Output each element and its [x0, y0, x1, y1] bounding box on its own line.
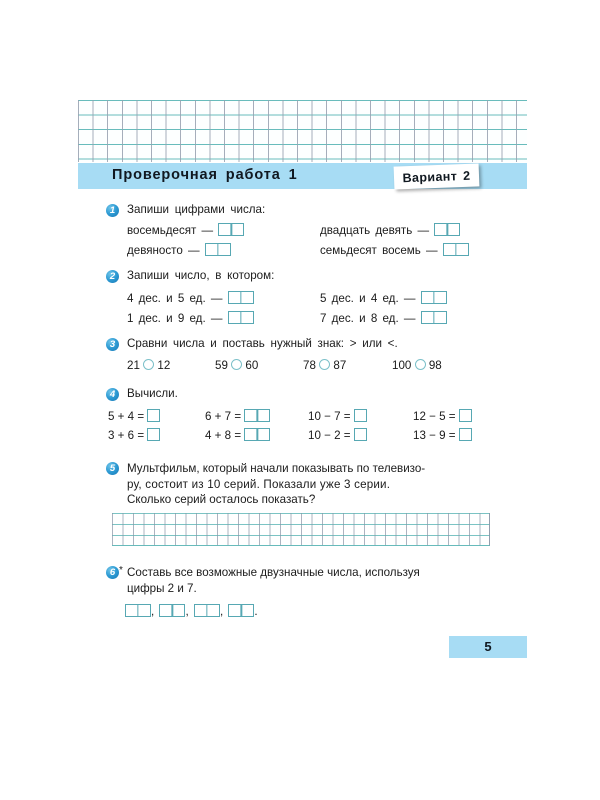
- task-6-text: [127, 565, 505, 596]
- answer-separator: ,: [219, 605, 224, 618]
- task-2-item-4-label: 7 дес. и 8 ед. —: [320, 312, 416, 325]
- task-1-title: Запиши цифрами числа:: [127, 203, 266, 216]
- sign-circle[interactable]: [415, 359, 426, 370]
- equation-expression: 10 − 7 =: [308, 410, 351, 423]
- task-5-text: [127, 461, 505, 508]
- answer-box-2cell[interactable]: [244, 428, 270, 441]
- compare-left-value: 78: [303, 359, 316, 372]
- answer-box-2cell[interactable]: [205, 243, 231, 256]
- compare-right-value: 12: [157, 359, 171, 372]
- task-6-line-1: Составь все возможные двузначные числа, используя: [127, 566, 420, 579]
- task-2-item-4: [320, 311, 447, 325]
- answer-box-2cell[interactable]: [228, 291, 254, 304]
- compare-left-value: 59: [215, 359, 228, 372]
- answer-box-2cell[interactable]: [228, 604, 254, 617]
- task-1-item-4: [320, 243, 469, 257]
- answer-box-2cell[interactable]: [125, 604, 151, 617]
- task-5-work-grid[interactable]: [112, 513, 490, 546]
- task-4-equation-4: [413, 409, 472, 423]
- page-number: 5: [484, 639, 492, 654]
- task-2-item-2-label: 5 дес. и 4 ед. —: [320, 292, 416, 305]
- answer-box-2cell[interactable]: [421, 291, 447, 304]
- equation-expression: 13 − 9 =: [413, 429, 456, 442]
- task-number-badge: 5: [106, 462, 119, 475]
- task-number-badge: 3: [106, 338, 119, 351]
- answer-box-1cell[interactable]: [354, 428, 367, 441]
- compare-right-value: 87: [333, 359, 347, 372]
- compare-right-value: 98: [428, 359, 442, 372]
- compare-left-value: 21: [127, 359, 140, 372]
- answer-box-2cell[interactable]: [194, 604, 220, 617]
- answer-separator: .: [254, 605, 258, 618]
- task-1-item-2: [320, 223, 460, 237]
- equation-expression: 6 + 7 =: [205, 410, 242, 423]
- task-3-comparison-2: [215, 359, 258, 372]
- compare-left-value: 100: [392, 359, 412, 372]
- sign-circle[interactable]: [231, 359, 242, 370]
- answer-box-2cell[interactable]: [244, 409, 270, 422]
- task-2-item-1-label: 4 дес. и 5 ед. —: [127, 292, 223, 305]
- answer-box-2cell[interactable]: [434, 223, 460, 236]
- task-4-equation-1: [108, 409, 160, 423]
- equation-expression: 10 − 2 =: [308, 429, 351, 442]
- answer-box-2cell[interactable]: [443, 243, 469, 256]
- task-2-item-3: [127, 311, 254, 325]
- answer-box-2cell[interactable]: [159, 604, 185, 617]
- task-4-equation-3: [308, 409, 367, 423]
- task-1-item-3: [127, 243, 231, 257]
- task-3-comparison-1: [127, 359, 170, 372]
- task-1-item-1-label: восемьдесят —: [127, 224, 214, 237]
- task-4-equation-2: [205, 409, 270, 423]
- equation-expression: 4 + 8 =: [205, 429, 242, 442]
- task-2-title: Запиши число, в котором:: [127, 269, 275, 282]
- page-title: Проверочная работа 1: [112, 167, 298, 183]
- task-1-item-2-label: двадцать девять —: [320, 224, 430, 237]
- answer-box-1cell[interactable]: [459, 409, 472, 422]
- task-number-badge: 6: [106, 566, 119, 579]
- answer-box-1cell[interactable]: [147, 409, 160, 422]
- task-2-item-2: [320, 291, 447, 305]
- task-number-badge: 2: [106, 270, 119, 283]
- task-1-item-4-label: семьдесят восемь —: [320, 244, 438, 257]
- answer-box-1cell[interactable]: [147, 428, 160, 441]
- variant-label: Вариант 2: [402, 168, 471, 185]
- starred-marker-icon: *: [119, 565, 123, 576]
- task-4-equation-8: [413, 428, 472, 442]
- task-4-title: Вычисли.: [127, 387, 178, 400]
- task-4-equation-5: [108, 428, 160, 442]
- task-number-badge: 1: [106, 204, 119, 217]
- decorative-grid-strip: [78, 100, 527, 162]
- task-5-line-2: ру, состоит из 10 серий. Показали уже 3 серии.: [127, 477, 391, 491]
- task-3-comparison-4: [392, 359, 442, 372]
- task-5-line-3: Сколько серий осталось показать?: [127, 493, 316, 506]
- task-number-badge: 4: [106, 388, 119, 401]
- sign-circle[interactable]: [143, 359, 154, 370]
- answer-box-1cell[interactable]: [459, 428, 472, 441]
- task-6-answers: [125, 604, 258, 618]
- task-2-item-1: [127, 291, 254, 305]
- equation-expression: 5 + 4 =: [108, 410, 145, 423]
- task-1-item-3-label: девяносто —: [127, 244, 200, 257]
- task-6-line-2: цифры 2 и 7.: [127, 581, 197, 595]
- task-2-item-3-label: 1 дес. и 9 ед. —: [127, 312, 223, 325]
- equation-expression: 12 − 5 =: [413, 410, 456, 423]
- answer-box-1cell[interactable]: [354, 409, 367, 422]
- answer-box-2cell[interactable]: [228, 311, 254, 324]
- task-4-equation-7: [308, 428, 367, 442]
- equation-expression: 3 + 6 =: [108, 429, 145, 442]
- answer-separator: ,: [185, 605, 189, 618]
- task-1-item-1: [127, 223, 244, 237]
- compare-right-value: 60: [245, 359, 259, 372]
- answer-box-2cell[interactable]: [218, 223, 244, 236]
- task-3-title: Сравни числа и поставь нужный знак: > или <.: [127, 337, 398, 350]
- sign-circle[interactable]: [319, 359, 330, 370]
- variant-tag: [394, 163, 480, 189]
- task-4-equation-6: [205, 428, 270, 442]
- task-3-comparison-3: [303, 359, 346, 372]
- answer-separator: ,: [151, 605, 155, 618]
- answer-box-2cell[interactable]: [421, 311, 447, 324]
- task-5-line-1: Мультфильм, который начали показывать по телевизо-: [127, 462, 426, 475]
